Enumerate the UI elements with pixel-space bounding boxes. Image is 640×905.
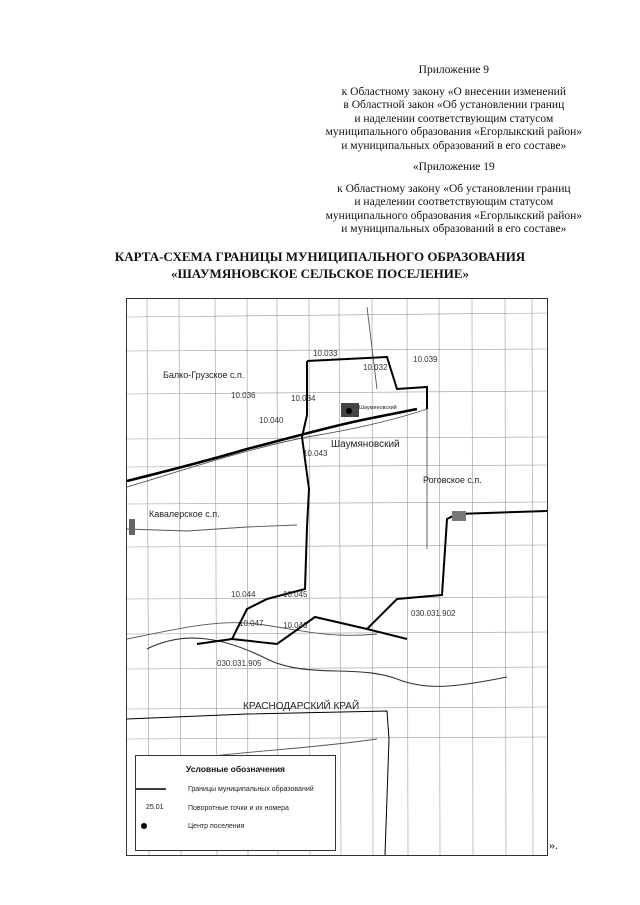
label-shaumyanovsky: Шаумяновский bbox=[331, 439, 400, 450]
point-10-032: 10.032 bbox=[363, 363, 388, 372]
title-line-1: КАРТА-СХЕМА ГРАНИЦЫ МУНИЦИПАЛЬНОГО ОБРАЗОВАНИЯ bbox=[114, 249, 526, 264]
original-appendix-block bbox=[326, 161, 582, 237]
point-10-039: 10.039 bbox=[413, 355, 438, 364]
point-10-047: 10.047 bbox=[239, 619, 264, 628]
point-10-045: 10.045 bbox=[283, 590, 308, 599]
closing-quote: ». bbox=[549, 838, 558, 852]
label-rogovskoe: Роговское с.п. bbox=[423, 475, 482, 485]
appendix-title: Приложение 9 bbox=[418, 64, 489, 76]
legend-point-label: Поворотные точки и их номера bbox=[188, 805, 289, 812]
point-10-044: 10.044 bbox=[231, 590, 256, 599]
label-shaumyanovsky-small: Шаумяновский bbox=[359, 405, 397, 411]
map-legend bbox=[135, 755, 336, 851]
point-10-033: 10.033 bbox=[313, 349, 338, 358]
document-title bbox=[0, 248, 640, 282]
label-balko: Балко-Грузское с.п. bbox=[163, 370, 245, 380]
title-line-2: «ШАУМЯНОВСКОЕ СЕЛЬСКОЕ ПОСЕЛЕНИЕ» bbox=[170, 266, 470, 281]
appendix-block bbox=[326, 64, 582, 153]
original-appendix-line: муниципального образования «Егорлыкский район» bbox=[325, 209, 582, 222]
point-030-031-902: 030.031.902 bbox=[411, 609, 456, 618]
point-030-031-905: 030.031.905 bbox=[217, 659, 262, 668]
boundary-line-symbol bbox=[136, 786, 166, 792]
original-appendix-line: к Областному закону «Об установлении границ bbox=[337, 182, 571, 195]
label-kavalerskoe: Кавалерское с.п. bbox=[149, 509, 220, 519]
point-10-036: 10.036 bbox=[231, 391, 256, 400]
appendix-line: муниципального образования «Егорлыкский район» bbox=[325, 126, 582, 138]
turning-point-symbol: 25.01 bbox=[146, 804, 164, 811]
river bbox=[147, 638, 507, 686]
legend-boundary-label: Границы муниципальных образований bbox=[188, 786, 314, 793]
point-10-034: 10.034 bbox=[291, 394, 316, 403]
point-10-040: 10.040 bbox=[259, 416, 284, 425]
label-krasnodar: КРАСНОДАРСКИЙ КРАЙ bbox=[243, 701, 360, 712]
point-10-046: 10.046 bbox=[283, 621, 308, 630]
appendix-line: в Областной закон «Об установлении границ bbox=[343, 99, 565, 111]
appendix-line: и наделении соответствующим статусом bbox=[354, 112, 554, 125]
center-point bbox=[346, 408, 352, 414]
original-appendix-line: и муниципальных образований в его составе» bbox=[341, 223, 567, 235]
appendix-line: к Областному закону «О внесении изменений bbox=[341, 85, 566, 98]
point-10-043: 10.043 bbox=[303, 449, 328, 458]
center-symbol bbox=[136, 822, 166, 830]
original-appendix-title: «Приложение 19 bbox=[412, 161, 495, 173]
legend-title: Условные обозначения bbox=[185, 764, 286, 774]
boundary-map bbox=[126, 298, 548, 856]
original-appendix-line: и наделении соответствующим статусом bbox=[354, 196, 554, 208]
appendix-line: и муниципальных образований в его составе» bbox=[341, 139, 567, 152]
legend-center-label: Центр поселения bbox=[188, 823, 245, 830]
